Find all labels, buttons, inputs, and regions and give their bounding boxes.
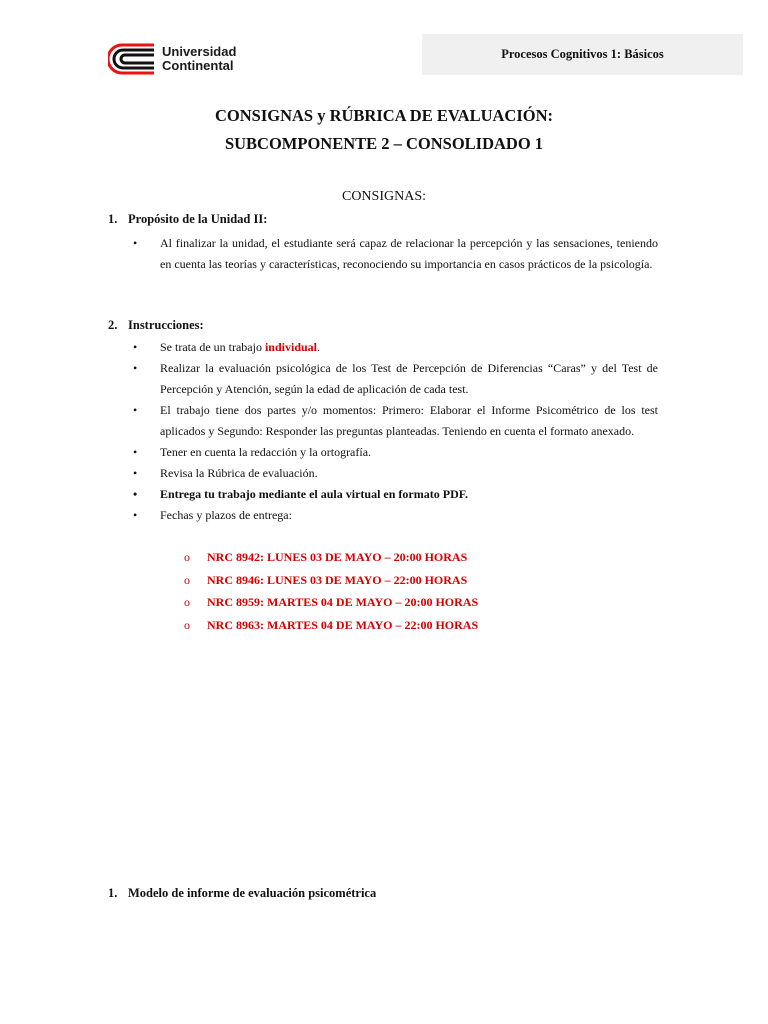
document-title: CONSIGNAS y RÚBRICA DE EVALUACIÓN: <box>214 106 553 125</box>
instrucciones-bullets <box>130 337 658 526</box>
instruction-text: Se trata de un trabajo <box>160 340 265 354</box>
section-number: 1. <box>108 212 118 226</box>
logo-line-2: Continental <box>162 58 234 73</box>
section-title: Modelo de informe de evaluación psicométrica <box>128 886 377 900</box>
individual-highlight: individual <box>264 340 317 354</box>
instruction-item: • Realizar la evaluación psicológica de los Test de Percepción de Diferencias “Caras” y del Test de Percepción y Atención, según la edad de aplicación de cada test. <box>130 358 658 400</box>
instruction-item-pdf: • Entrega tu trabajo mediante el aula virtual en formato PDF. <box>130 484 658 505</box>
section-number: 1. <box>108 886 118 900</box>
document-subtitle: SUBCOMPONENTE 2 – CONSOLIDADO 1 <box>224 134 544 153</box>
course-header: Procesos Cognitivos 1: Básicos <box>422 34 743 75</box>
section-title: Instrucciones: <box>128 318 204 332</box>
proposito-bullet: • Al finalizar la unidad, el estudiante será capaz de relacionar la percepción y las sensaciones, teniendo en cuenta las teorías y características, reconociendo su importancia en casos prácticos de la psicología. <box>130 233 658 275</box>
section-title: Propósito de la Unidad II: <box>128 212 268 226</box>
university-logo-icon <box>108 42 156 76</box>
section-modelo-heading <box>108 886 376 901</box>
deadline-item: o NRC 8942: LUNES 03 DE MAYO – 20:00 HORAS <box>184 546 478 569</box>
section-proposito-heading <box>108 212 267 227</box>
university-logo <box>108 42 236 76</box>
instruction-item <box>130 337 658 358</box>
section-instrucciones-heading <box>108 318 204 333</box>
deadline-list <box>184 546 478 636</box>
deadline-item: o NRC 8959: MARTES 04 DE MAYO – 20:00 HORAS <box>184 591 478 614</box>
proposito-bullets <box>130 233 658 275</box>
instruction-item: • Tener en cuenta la redacción y la ortografía. <box>130 442 658 463</box>
instruction-item: • Revisa la Rúbrica de evaluación. <box>130 463 658 484</box>
logo-line-1: Universidad <box>162 44 237 59</box>
instruction-text-end: . <box>317 340 320 354</box>
consignas-heading: CONSIGNAS: <box>341 189 426 204</box>
instruction-item: • El trabajo tiene dos partes y/o momentos: Primero: Elaborar el Informe Psicométrico de los test aplicados y Segundo: Responder las preguntas planteadas. Teniendo en cuenta el formato anexado. <box>130 400 658 442</box>
deadline-item: o NRC 8963: MARTES 04 DE MAYO – 22:00 HORAS <box>184 614 478 637</box>
section-number: 2. <box>108 318 118 332</box>
instruction-item-deadlines: • Fechas y plazos de entrega: <box>130 505 658 526</box>
deadline-item: o NRC 8946: LUNES 03 DE MAYO – 22:00 HORAS <box>184 569 478 592</box>
